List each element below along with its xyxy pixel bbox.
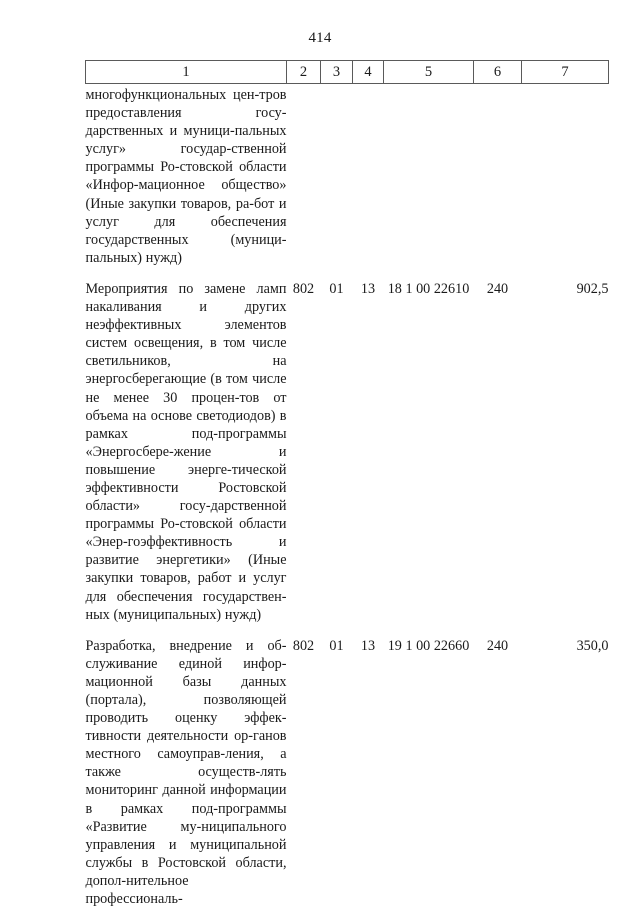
row-section-code: 01	[321, 624, 353, 908]
row-amount: 350,0	[522, 624, 609, 908]
row-target-article-code: 19 1 00 22660	[384, 624, 474, 908]
row-section-code: 01	[321, 267, 353, 624]
table-header	[86, 61, 609, 84]
row-target-article-code: 18 1 00 22610	[384, 267, 474, 624]
budget-table-container	[85, 60, 608, 908]
row-amount: 902,5	[522, 267, 609, 624]
column-header-6: 6	[474, 61, 522, 84]
row-description: Мероприятия по замене ламп накаливания и других неэффективных элементов систем освещения, в том числе светильников, на энергосберегающие (в том числе не менее 30 процен-тов от объема на основе светодиодов) в рамках под-программы «Энергосбере-жение и повышение энерге-тической эффективности Ростовской области» госу-дарственной программы Ро-стовской области «Энер-гоэффективность и развитие энергетики» (Иные закупки товаров, работ и услуг для обеспечения государствен-ных (муниципальных) нужд)	[86, 267, 287, 624]
row-expense-type-code: 240	[474, 624, 522, 908]
column-header-5: 5	[384, 61, 474, 84]
row-subsection-code	[353, 84, 384, 267]
column-header-1: 1	[86, 61, 287, 84]
table-header-row	[86, 61, 609, 84]
row-section-code	[321, 84, 353, 267]
page-number: 414	[0, 30, 640, 47]
row-target-article-code	[384, 84, 474, 267]
row-subsection-code: 13	[353, 267, 384, 624]
column-header-7: 7	[522, 61, 609, 84]
column-header-4: 4	[353, 61, 384, 84]
table-row	[86, 267, 609, 624]
row-chapter-code: 802	[287, 267, 321, 624]
column-header-3: 3	[321, 61, 353, 84]
column-header-2: 2	[287, 61, 321, 84]
row-expense-type-code: 240	[474, 267, 522, 624]
table-row	[86, 84, 609, 267]
table-row	[86, 624, 609, 908]
table-body	[86, 84, 609, 908]
row-chapter-code: 802	[287, 624, 321, 908]
row-description: многофункциональных цен-тров предоставления госу-дарственных и муници-пальных услуг» государ-ственной программы Ро-стовской области «Инфор-мационное общество» (Иные закупки товаров, ра-бот и услуг для обеспечения государственных (муници-пальных) нужд)	[86, 84, 287, 267]
budget-appropriations-table	[85, 60, 609, 908]
row-chapter-code	[287, 84, 321, 267]
row-description: Разработка, внедрение и об-служивание единой инфор-мационной базы данных (портала), позволяющей проводить оценку эффек-тивности деятельности ор-ганов местного самоуправ-ления, а также осуществ-лять мониторинг данной информации в рамках под-программы «Развитие му-ниципального управления и муниципальной службы в Ростовской области, допол-нительное профессиональ-	[86, 624, 287, 908]
row-subsection-code: 13	[353, 624, 384, 908]
row-amount	[522, 84, 609, 267]
row-expense-type-code	[474, 84, 522, 267]
